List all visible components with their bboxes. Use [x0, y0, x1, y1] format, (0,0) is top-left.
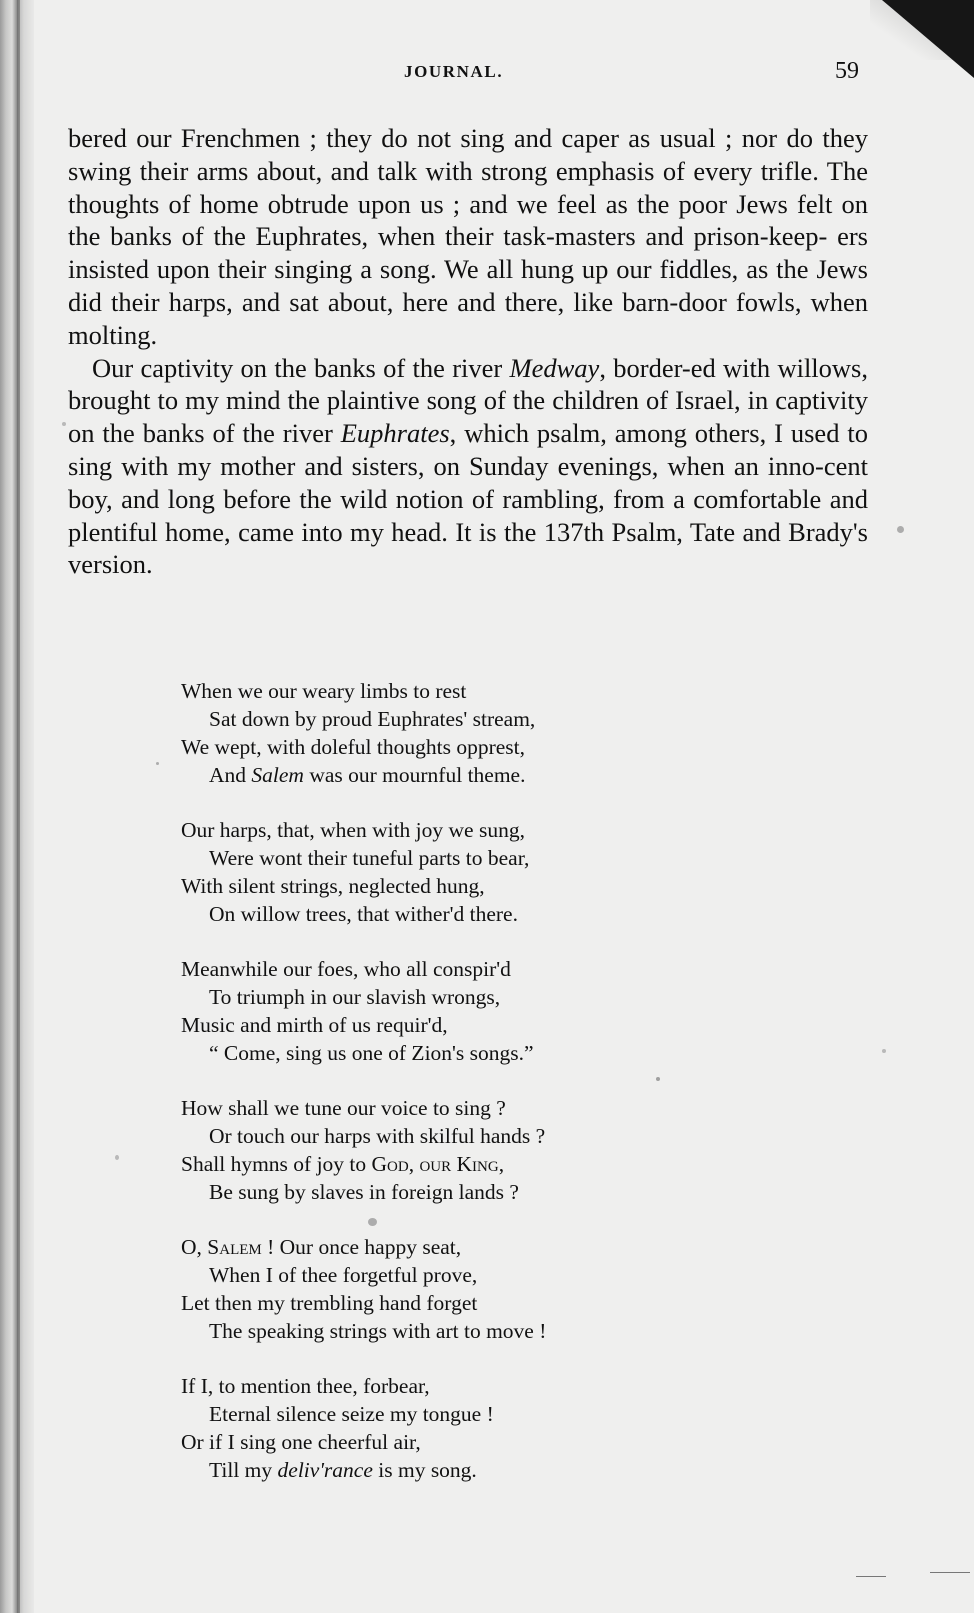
- page-number: 59: [835, 58, 859, 84]
- poem-text: And: [209, 763, 252, 787]
- poem-line: [181, 1456, 741, 1484]
- poem-line: Eternal silence seize my tongue !: [209, 1402, 494, 1426]
- running-head: JOURNAL.: [404, 62, 504, 81]
- paragraph-1: [68, 122, 868, 352]
- prose-line: fiddles, as the Jews did their harps, and sat about, here and: [68, 254, 868, 317]
- poem-line: Or if I sing one cheerful air,: [181, 1430, 421, 1454]
- scan-speck: [656, 1077, 660, 1081]
- prose-line: nor do they swing their arms about, and talk with strong: [68, 123, 868, 186]
- stanza-4: [181, 1094, 741, 1206]
- torn-corner: [882, 0, 974, 78]
- poem-line: If I, to mention thee, forbear,: [181, 1374, 430, 1398]
- poem-line: [181, 1233, 741, 1261]
- scan-speck: [368, 1218, 377, 1226]
- poem-text: is my song.: [372, 1458, 477, 1482]
- scan-speck: [115, 1155, 119, 1160]
- prose-line: bered our Frenchmen ; they do not sing and caper as usual ;: [68, 123, 742, 153]
- poem-line: Were wont their tuneful parts to bear,: [209, 846, 530, 870]
- prose-line: there, like barn-door fowls, when molting.: [68, 286, 868, 350]
- poem-line: Or touch our harps with skilful hands ?: [209, 1124, 546, 1148]
- prose-line: of the Euphrates, when their task-masters and prison-keep-: [181, 221, 838, 252]
- deliverance-italic: deliv'rance: [277, 1458, 373, 1482]
- prose-line: upon us ; and we feel as the poor Jews felt on the banks: [68, 188, 868, 252]
- paragraph-2-text: , which psalm, among others, I used to sing with my mother and sisters, on Sunday evenings, when an inno-cent boy, and long before the wild notion of rambling, from a comfortable and plentiful home, came into my head. It is the 137th Psalm, Tate and Brady's version.: [68, 418, 868, 580]
- binding-line: [17, 0, 20, 1613]
- paragraph-2-text: Our captivity on the banks of the river: [92, 352, 510, 383]
- poem-line: Let then my trembling hand forget: [181, 1291, 478, 1315]
- poem-line: Music and mirth of us requir'd,: [181, 1013, 448, 1037]
- salem-smallcaps: Salem: [207, 1235, 262, 1259]
- salem-italic: Salem: [251, 763, 304, 787]
- scan-speck: [156, 762, 159, 765]
- poem-line: Be sung by slaves in foreign lands ?: [209, 1180, 519, 1204]
- stanza-2: [181, 816, 741, 928]
- scan-speck: [882, 1049, 886, 1053]
- poem-text: O,: [181, 1235, 208, 1259]
- poem-text: ,: [498, 1152, 505, 1176]
- stanza-1: [181, 677, 741, 789]
- poem-line: Meanwhile our foes, who all conspir'd: [181, 957, 511, 981]
- poem-line: [181, 1150, 741, 1178]
- prose-line: ers insisted upon their singing a song. We all hung up our: [68, 221, 868, 285]
- poem-line: To triumph in our slavish wrongs,: [209, 985, 501, 1009]
- poem-line: On willow trees, that wither'd there.: [209, 902, 518, 926]
- prose-body: [68, 122, 868, 581]
- poem-line: Our harps, that, when with joy we sung,: [181, 818, 525, 842]
- poem-line: When we our weary limbs to rest: [181, 679, 467, 703]
- paragraph-2-text: , border-ed with willows, brought to my mind the plaintive song of the children of Israel, in captivity on the banks of the river: [68, 352, 868, 449]
- poem-line: With silent strings, neglected hung,: [181, 874, 485, 898]
- psalm-poem: [181, 677, 741, 1511]
- poem-line: [181, 761, 741, 789]
- prose-line: emphasis of every trifle. The thoughts of home obtrude: [68, 155, 868, 219]
- scan-edge-mark: [930, 1572, 970, 1573]
- poem-text: Shall hymns of joy to: [181, 1152, 372, 1176]
- poem-text: Till my: [209, 1458, 278, 1482]
- scan-speck: [62, 422, 66, 426]
- river-euphrates: Euphrates: [340, 418, 450, 449]
- poem-line: “ Come, sing us one of Zion's songs.”: [209, 1041, 534, 1065]
- scan-edge-mark: [856, 1576, 886, 1577]
- poem-line: We wept, with doleful thoughts opprest,: [181, 735, 526, 759]
- poem-line: How shall we tune our voice to sing ?: [181, 1096, 506, 1120]
- poem-line: The speaking strings with art to move !: [209, 1319, 547, 1343]
- poem-text: ! Our once happy seat,: [261, 1235, 462, 1259]
- poem-text: was our mournful theme.: [303, 763, 526, 787]
- god-our-king: God, our King: [371, 1152, 499, 1176]
- paragraph-2: [68, 352, 868, 582]
- poem-line: When I of thee forgetful prove,: [209, 1263, 478, 1287]
- stanza-6: [181, 1372, 741, 1484]
- river-medway: Medway: [509, 352, 600, 383]
- poem-line: Sat down by proud Euphrates' stream,: [209, 707, 536, 731]
- scan-speck: [897, 526, 904, 533]
- stanza-3: [181, 955, 741, 1067]
- stanza-5: [181, 1233, 741, 1345]
